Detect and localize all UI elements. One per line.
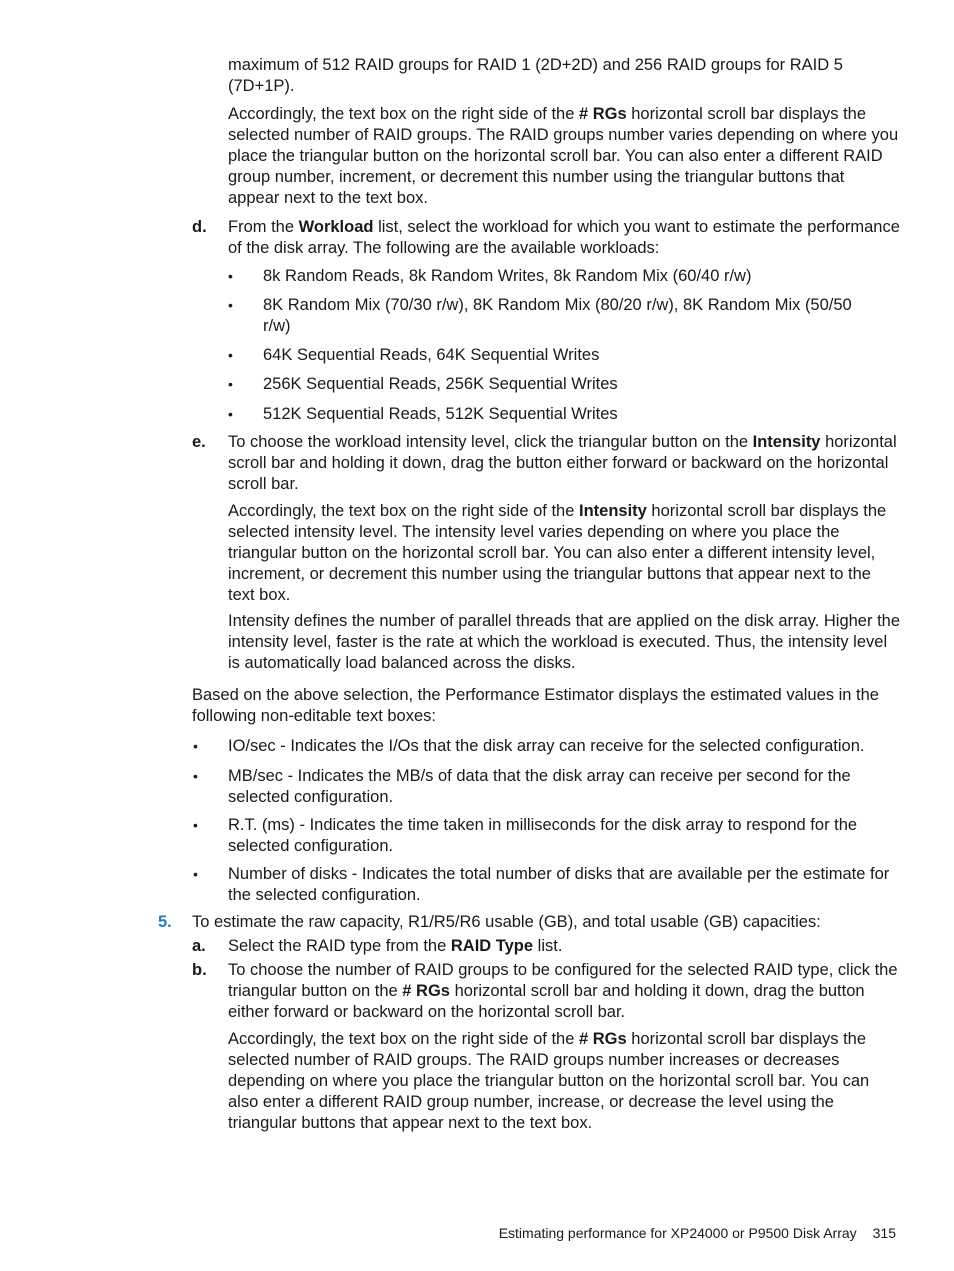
output-item: Number of disks - Indicates the total number of disks that are available per the estimate for the selected configuration.: [228, 865, 890, 904]
bullet-marker: •: [193, 817, 198, 833]
paragraph-rgs-textbox: Accordingly, the text box on the right side of the # RGs horizontal scroll bar displays the selected number of RAID groups. The RAID groups number varies depending on where you place the triangular button on the horizontal scroll bar. You can also enter a different RAID group number, increment, or decrement this number using the triangular buttons that appear next to the text box.: [228, 105, 899, 207]
term-intensity: Intensity: [578, 502, 647, 520]
step-d-text: From the Workload list, select the workload for which you want to estimate the performance of the disk array. The following are the available workloads:: [228, 218, 900, 257]
term-rgs: # RGs: [402, 982, 450, 1000]
paragraph-intensity-definition: Intensity defines the number of parallel threads that are applied on the disk array. Higher the intensity level, faster is the rate at which the workload is executed. Thus, the intensity level is automatically load balanced across the disks.: [228, 612, 901, 672]
bullet-marker: •: [228, 297, 233, 313]
workload-item: 256K Sequential Reads, 256K Sequential Writes: [263, 375, 618, 393]
output-item: R.T. (ms) - Indicates the time taken in milliseconds for the disk array to respond for the selected configuration.: [228, 816, 858, 855]
step-e-text: To choose the workload intensity level, click the triangular button on the Intensity horizontal scroll bar and holding it down, drag the button either forward or backward on the horizontal scroll bar.: [228, 433, 897, 493]
bullet-marker: •: [228, 406, 233, 422]
bullet-marker: •: [228, 376, 233, 392]
workload-item: 512K Sequential Reads, 512K Sequential Writes: [263, 405, 618, 423]
paragraph-raid-max: maximum of 512 RAID groups for RAID 1 (2D+2D) and 256 RAID groups for RAID 5 (7D+1P).: [228, 56, 843, 95]
step-e-label: e.: [192, 433, 206, 451]
term-rgs: # RGs: [578, 1030, 627, 1048]
page-footer: [499, 1223, 896, 1244]
step-5b-text: To choose the number of RAID groups to be configured for the selected RAID type, click the triangular button on the # RGs horizontal scroll bar and holding it down, drag the button either forward or backward on the horizontal scroll bar.: [228, 961, 898, 1021]
step-5-text: To estimate the raw capacity, R1/R5/R6 usable (GB), and total usable (GB) capacities:: [192, 913, 821, 931]
term-workload: Workload: [298, 218, 374, 236]
term-raid-type: RAID Type: [450, 937, 534, 955]
bullet-marker: •: [193, 866, 198, 882]
workload-item: 8k Random Reads, 8k Random Writes, 8k Random Mix (60/40 r/w): [263, 267, 752, 285]
step-5-number: 5.: [158, 913, 172, 931]
paragraph-estimator-output: Based on the above selection, the Performance Estimator displays the estimated values in the following non-editable text boxes:: [192, 686, 879, 725]
step-d-label: d.: [192, 218, 207, 236]
footer-title: Estimating performance for XP24000 or P9500 Disk Array: [498, 1225, 857, 1241]
workload-item: 8K Random Mix (70/30 r/w), 8K Random Mix (80/20 r/w), 8K Random Mix (50/50 r/w): [263, 296, 852, 335]
term-rgs: # RGs: [578, 105, 627, 123]
output-item: IO/sec - Indicates the I/Os that the disk array can receive for the selected configuration.: [228, 737, 865, 755]
bullet-marker: •: [228, 347, 233, 363]
workload-item: 64K Sequential Reads, 64K Sequential Writes: [263, 346, 600, 364]
step-5a-label: a.: [192, 937, 206, 955]
paragraph-intensity-textbox: Accordingly, the text box on the right side of the Intensity horizontal scroll bar displays the selected intensity level. The intensity level varies depending on where you place the triangular button on the horizontal scroll bar. You can also enter a different intensity level, increment, or decrement this number using the triangular buttons that appear next to the text box.: [228, 502, 887, 604]
output-item: MB/sec - Indicates the MB/s of data that the disk array can receive per second for the selected configuration.: [228, 767, 851, 806]
step-5a-text: Select the RAID type from the RAID Type list.: [228, 937, 563, 955]
page-number: 315: [872, 1225, 896, 1241]
step-5b-label: b.: [192, 961, 207, 979]
paragraph-rgs-textbox-2: Accordingly, the text box on the right side of the # RGs horizontal scroll bar displays the selected number of RAID groups. The RAID groups number increases or decreases depending on where you place the triangular button on the horizontal scroll bar. You can also enter a different RAID group number, increase, or decrease the level using the triangular buttons that appear next to the text box.: [228, 1030, 870, 1132]
bullet-marker: •: [193, 768, 198, 784]
term-intensity: Intensity: [752, 433, 821, 451]
bullet-marker: •: [193, 738, 198, 754]
bullet-marker: •: [228, 268, 233, 284]
